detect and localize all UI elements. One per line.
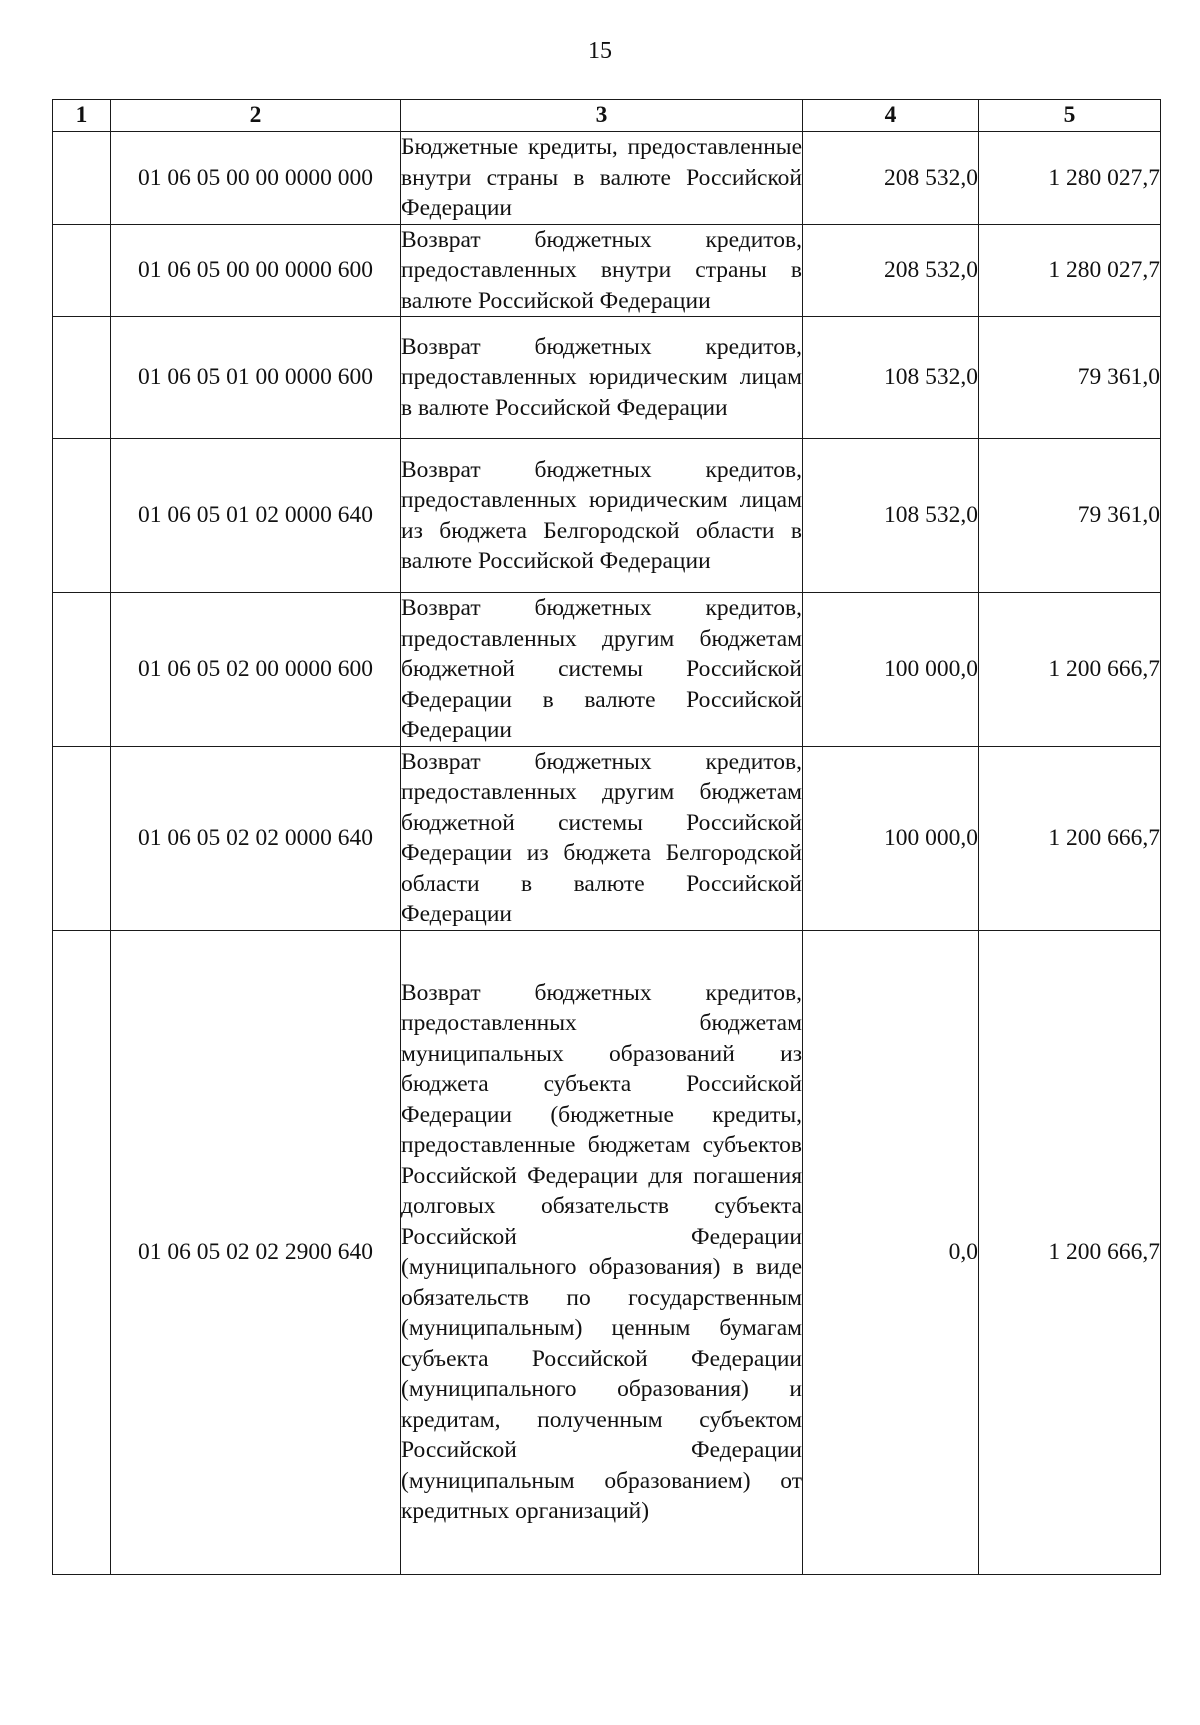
page-number-text: 15: [588, 38, 612, 64]
table-row: [53, 439, 1161, 593]
amount-col5-cell: 1 200 666,7: [979, 593, 1161, 747]
budget-code-cell: 01 06 05 02 02 0000 640: [111, 746, 401, 930]
column-header-2: 2: [111, 100, 401, 132]
table-body: [53, 132, 1161, 1575]
amount-col4-cell: 208 532,0: [803, 132, 979, 225]
row-index-cell: [53, 439, 111, 593]
amount-col4-cell: 108 532,0: [803, 317, 979, 439]
row-index-cell: [53, 132, 111, 225]
amount-col4-cell: 208 532,0: [803, 224, 979, 317]
amount-col5-cell: 79 361,0: [979, 317, 1161, 439]
description-cell: [401, 930, 803, 1574]
description-cell: [401, 224, 803, 317]
budget-code-cell: 01 06 05 01 00 0000 600: [111, 317, 401, 439]
column-header-1: 1: [53, 100, 111, 132]
budget-code-cell: 01 06 05 01 02 0000 640: [111, 439, 401, 593]
table-row: [53, 593, 1161, 747]
description-cell: [401, 132, 803, 225]
table-row: [53, 224, 1161, 317]
row-index-cell: [53, 593, 111, 747]
table-row: [53, 132, 1161, 225]
table-row: [53, 317, 1161, 439]
row-index-cell: [53, 746, 111, 930]
table-row: [53, 930, 1161, 1574]
amount-col4-cell: 108 532,0: [803, 439, 979, 593]
description-text: Возврат бюджетных кредитов, предоставленных другим бюджетам бюджетной системы Российской Федерации в валюте Российской Федерации: [401, 595, 802, 743]
amount-col5-cell: 1 200 666,7: [979, 746, 1161, 930]
page-number: [0, 38, 1200, 65]
description-cell: [401, 439, 803, 593]
amount-col5-cell: 1 280 027,7: [979, 132, 1161, 225]
budget-table: [52, 99, 1161, 1575]
amount-col5-cell: 1 200 666,7: [979, 930, 1161, 1574]
amount-col5-cell: 79 361,0: [979, 439, 1161, 593]
amount-col5-cell: 1 280 027,7: [979, 224, 1161, 317]
column-header-5: 5: [979, 100, 1161, 132]
description-text: Возврат бюджетных кредитов, предоставленных бюджетам муниципальных образований из бюджета субъекта Российской Федерации (бюджетные кредиты, предоставленные бюджетам субъектов Российской Федерации для погашения долговых обязательств субъекта Российской Федерации (муниципального образования) в виде обязательств по государственным (муниципальным) ценным бумагам субъекта Российской Федерации (муниципального образования) и кредитам, полученным субъектом Российской Федерации (муниципальным образованием) от кредитных организаций): [401, 979, 802, 1524]
description-text: Возврат бюджетных кредитов, предоставленных юридическим лицам из бюджета Белгородской области в валюте Российской Федерации: [401, 456, 802, 574]
description-cell: [401, 746, 803, 930]
row-index-cell: [53, 224, 111, 317]
column-header-4: 4: [803, 100, 979, 132]
description-text: Возврат бюджетных кредитов, предоставленных другим бюджетам бюджетной системы Российской Федерации из бюджета Белгородской области в валюте Российской Федерации: [401, 748, 802, 927]
budget-code-cell: 01 06 05 02 00 0000 600: [111, 593, 401, 747]
budget-code-cell: 01 06 05 02 02 2900 640: [111, 930, 401, 1574]
row-index-cell: [53, 930, 111, 1574]
header-row: [53, 100, 1161, 132]
description-text: Возврат бюджетных кредитов, предоставленных юридическим лицам в валюте Российской Федерации: [401, 333, 802, 421]
table-header: [53, 100, 1161, 132]
budget-code-cell: 01 06 05 00 00 0000 600: [111, 224, 401, 317]
description-text: Бюджетные кредиты, предоставленные внутри страны в валюте Российской Федерации: [401, 134, 802, 221]
table-row: [53, 746, 1161, 930]
amount-col4-cell: 0,0: [803, 930, 979, 1574]
description-cell: [401, 593, 803, 747]
column-header-3: 3: [401, 100, 803, 132]
budget-code-cell: 01 06 05 00 00 0000 000: [111, 132, 401, 225]
description-text: Возврат бюджетных кредитов, предоставленных внутри страны в валюте Российской Федерации: [401, 226, 802, 314]
amount-col4-cell: 100 000,0: [803, 593, 979, 747]
description-cell: [401, 317, 803, 439]
row-index-cell: [53, 317, 111, 439]
amount-col4-cell: 100 000,0: [803, 746, 979, 930]
